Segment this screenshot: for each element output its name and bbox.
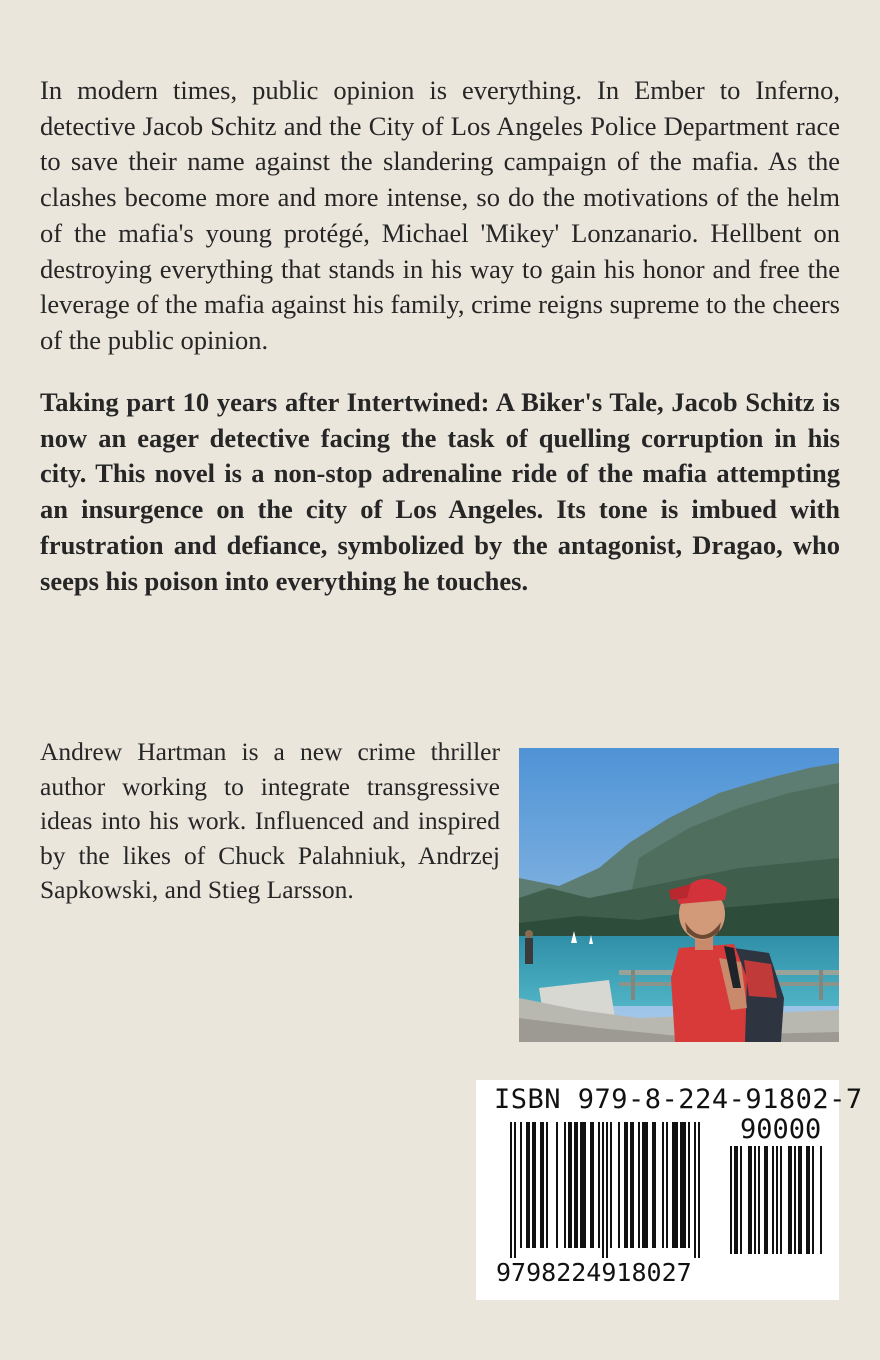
author-bio: Andrew Hartman is a new crime thriller author working to integrate transgressive ideas into his work. Influenced and inspired by the likes of Chuck Palahniuk, Andrzej Sapkowski, and Stieg Larsson. (40, 737, 500, 904)
price-code: 90000 (740, 1114, 822, 1145)
blurb-paragraph-intro: In modern times, public opinion is everything. In Ember to Inferno, detective Jacob Schitz and the City of Los Angeles Police Department race to save their name against the slandering campaign of the mafia. As the clashes become more and more intense, so do the motivations of the helm of the mafia's young protégé, Michael 'Mikey' Lonzanario. Hellbent on destroying everything that stands in his way to gain his honor and free the leverage of the mafia against his family, crime reigns supreme to the cheers of the public opinion. (40, 75, 840, 355)
author-photo (519, 748, 839, 1042)
barcode-digits: 9798224918027 (496, 1258, 692, 1287)
barcode-bars (510, 1122, 714, 1260)
isbn-label: ISBN 979-8-224-91802-7 (494, 1084, 863, 1115)
blurb-paragraph-bold: Taking part 10 years after Intertwined: A Biker's Tale, Jacob Schitz is now an eager detective facing the task of quelling corruption in his city. This novel is a non-stop adrenaline ride of the mafia attempting an insurgence on the city of Los Angeles. Its tone is imbued with frustration and defiance, symbolized by the antagonist, Dragao, who seeps his poison into everything he touches. (40, 387, 840, 596)
isbn-barcode (476, 1080, 863, 1300)
price-barcode-bars (730, 1146, 824, 1256)
